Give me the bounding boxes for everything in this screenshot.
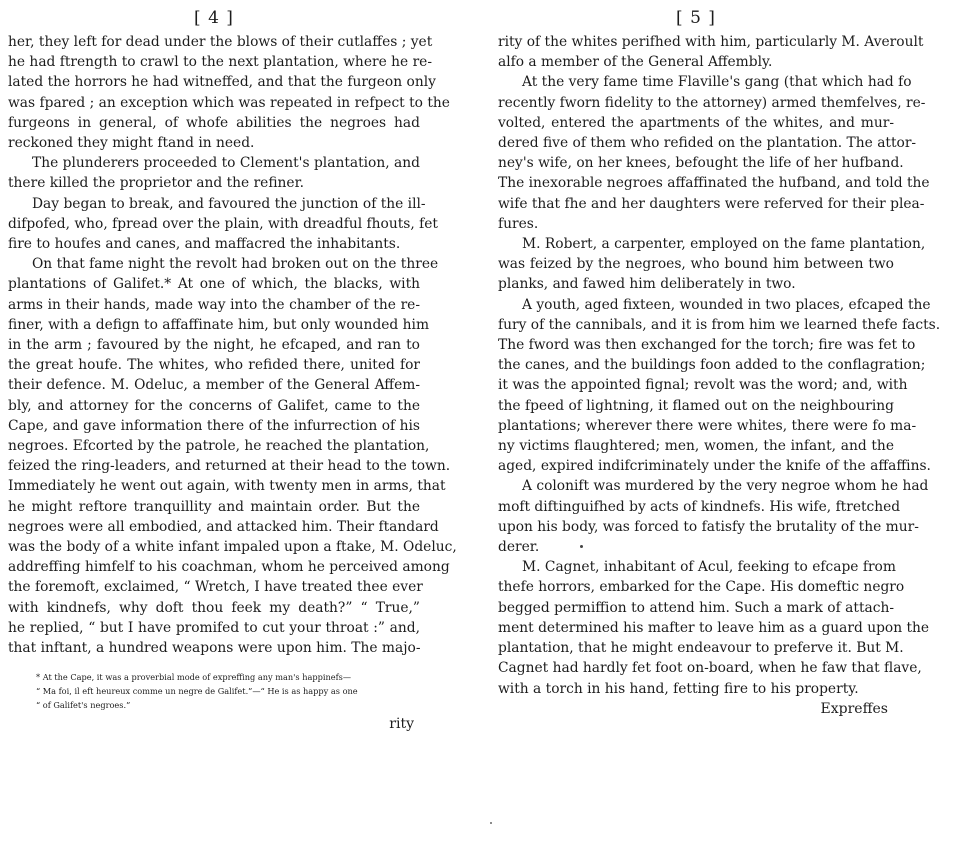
left-page: [0, 0, 457, 843]
text-line: The plunderers proceeded to Clement's plantation, and: [32, 155, 420, 172]
text-line: plantation, that he might endeavour to preferve it. But M.: [498, 640, 904, 657]
text-line: arms in their hands, made way into the chamber of the re-: [8, 296, 420, 313]
text-line: was feized by the negroes, who bound him between two: [498, 256, 894, 273]
catchword-right: Expreffes: [820, 700, 888, 717]
text-line: dered five of them who refided on the plantation. The attor-: [498, 135, 917, 152]
text-line: it was the appointed fignal; revolt was the word; and, with: [498, 377, 908, 394]
footnote-line: “ Ma foi, il eft heureux comme un negre de Galifet.”—“ He is as happy as one: [36, 686, 358, 697]
text-line: reckoned they might ftand in need.: [8, 135, 255, 152]
text-line: in the arm ; favoured by the night, he efcaped, and ran to: [8, 337, 420, 354]
text-line: recently fworn fidelity to the attorney) armed themfelves, re-: [498, 94, 926, 111]
text-line: ney's wife, on her knees, befought the life of her hufband.: [498, 155, 904, 172]
text-line: On that fame night the revolt had broken out on the three: [32, 256, 439, 273]
text-line: with a torch in his hand, fetting fire to his property.: [498, 680, 859, 697]
page-number-left: [ 4 ]: [194, 8, 234, 28]
right-page: [490, 0, 980, 843]
text-line: plantations of Galifet.* At one of which, the blacks, with: [8, 276, 420, 293]
text-line: the canes, and the buildings foon added to the conflagration;: [498, 357, 926, 374]
text-line: planks, and fawed him deliberately in two.: [498, 276, 796, 293]
text-line: plantations; wherever there were whites, there were fo ma-: [498, 417, 917, 434]
text-line: moft diftinguifhed by acts of kindnefs. His wife, ftretched: [498, 498, 901, 515]
text-line: ny victims flaughtered; men, women, the infant, and the: [498, 438, 894, 455]
text-line: begged permiffion to attend him. Such a mark of attach-: [498, 599, 894, 616]
text-line: fire to houfes and canes, and maffacred the inhabitants.: [8, 236, 401, 253]
text-line: M. Robert, a carpenter, employed on the fame plantation,: [522, 236, 926, 253]
text-line: Day began to break, and favoured the junction of the ill-: [32, 195, 426, 212]
text-line: bly, and attorney for the concerns of Galifet, came to the: [8, 397, 420, 414]
text-line: furgeons in general, of whofe abilities the negroes had: [8, 114, 420, 131]
text-line: Cagnet had hardly fet foot on-board, when he faw that flave,: [498, 660, 922, 677]
text-line: fury of the cannibals, and it is from him we learned thefe facts.: [498, 316, 941, 333]
footnote-line: “ of Galifet's negroes.”: [36, 700, 131, 711]
text-line: with kindnefs, why doft thou feek my death?” “ True,”: [8, 599, 420, 616]
text-line: her, they left for dead under the blows of their cutlaffes ; yet: [8, 34, 433, 50]
text-line: At the very fame time Flaville's gang (that which had fo: [522, 74, 912, 91]
text-line: M. Cagnet, inhabitant of Acul, feeking to efcape from: [522, 559, 896, 576]
text-line: derer.: [498, 539, 540, 556]
text-line: addreffing himfelf to his coachman, whom he perceived among: [8, 559, 450, 576]
page-number-right: [ 5 ]: [676, 8, 716, 28]
text-line: Cape, and gave information there of the infurrection of his: [8, 417, 420, 434]
text-line: finer, with a defign to affaffinate him, but only wounded him: [8, 316, 430, 333]
text-line: fures.: [498, 215, 539, 232]
text-line: wife that fhe and her daughters were referved for their plea-: [498, 195, 925, 212]
text-line: the foremoft, exclaimed, “ Wretch, I have treated thee ever: [8, 579, 423, 596]
text-line: rity of the whites perifhed with him, particularly M. Averoult: [498, 34, 924, 50]
footnote: [8, 670, 420, 712]
text-line: Immediately he went out again, with twenty men in arms, that: [8, 478, 446, 495]
text-line: he might reftore tranquillity and maintain order. But the: [8, 498, 420, 515]
text-line: upon his body, was forced to fatisfy the brutality of the mur-: [498, 518, 919, 535]
text-line: he replied, “ but I have promifed to cut your throat :” and,: [8, 619, 420, 636]
text-line: aged, expired indifcriminately under the knife of the affaffins.: [498, 458, 931, 475]
ink-speck: [580, 545, 583, 548]
text-line: lated the horrors he had witneffed, and that the furgeon only: [8, 74, 436, 91]
text-line: the great houfe. The whites, who refided there, united for: [8, 357, 420, 374]
footnote-line: * At the Cape, it was a proverbial mode of expreffing any man's happinefs—: [36, 672, 352, 683]
catchword-left: rity: [389, 716, 414, 733]
text-line: alfo a member of the General Affembly.: [498, 54, 773, 71]
text-line: was fpared ; an exception which was repeated in refpect to the: [8, 94, 450, 111]
text-line: A colonift was murdered by the very negroe whom he had: [522, 478, 929, 495]
text-line: negroes. Efcorted by the patrole, he reached the plantation,: [8, 438, 430, 455]
text-line: feized the ring-leaders, and returned at their head to the town.: [8, 458, 451, 475]
text-line: volted, entered the apartments of the whites, and mur-: [498, 114, 894, 131]
text-line: The inexorable negroes affaffinated the hufband, and told the: [498, 175, 930, 192]
left-body-text: [8, 32, 457, 658]
text-line: negroes were all embodied, and attacked him. Their ftandard: [8, 518, 439, 535]
text-line: The fword was then exchanged for the torch; fire was fet to: [498, 337, 916, 354]
text-line: difpofed, who, fpread over the plain, with dreadful fhouts, fet: [8, 215, 438, 232]
text-line: he had ftrength to crawl to the next plantation, where he re-: [8, 54, 432, 71]
text-line: A youth, aged fixteen, wounded in two places, efcaped the: [522, 296, 931, 313]
text-line: was the body of a white infant impaled upon a ftake, M. Odeluc,: [8, 539, 457, 556]
right-body-text: [498, 32, 941, 699]
text-line: ment determined his mafter to leave him as a guard upon the: [498, 619, 930, 636]
text-line: their defence. M. Odeluc, a member of the General Affem-: [8, 377, 420, 394]
text-line: thefe horrors, embarked for the Cape. His domeftic negro: [498, 579, 905, 596]
text-line: the fpeed of lightning, it flamed out on the neighbouring: [498, 397, 894, 414]
ink-speck: [490, 822, 492, 824]
text-line: there killed the proprietor and the refiner.: [8, 175, 305, 192]
text-line: that inftant, a hundred weapons were upon him. The majo-: [8, 640, 421, 657]
